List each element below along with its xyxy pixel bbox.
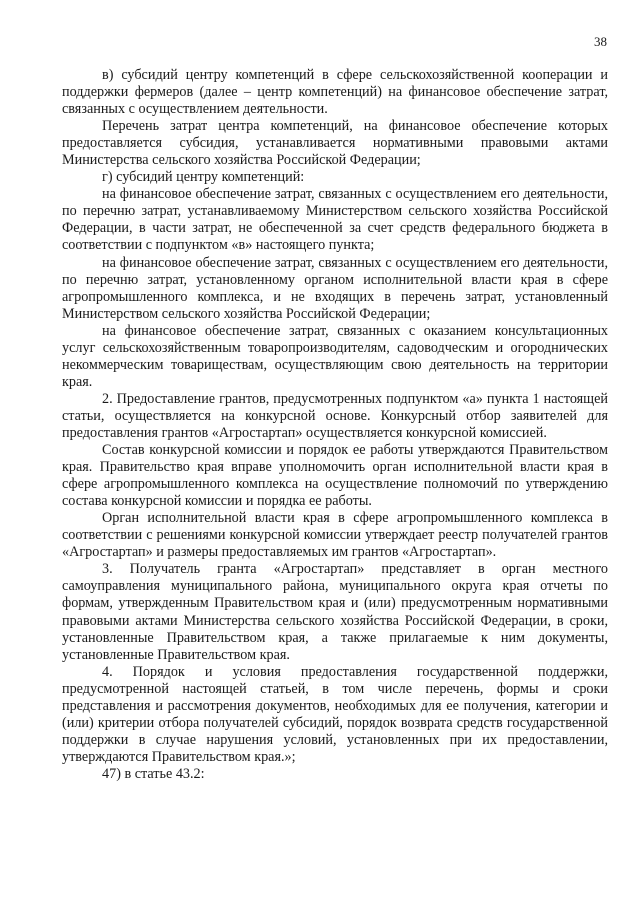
document-body bbox=[62, 67, 608, 783]
paragraph: на финансовое обеспечение затрат, связанных с осуществлением его деятельности, по перечню затрат, установленному органом исполнительной власти края в сфере агропромышленного комплекса, и не входящих в перечень затрат, установленный Министерством сельского хозяйства Российской Федерации; bbox=[62, 254, 608, 322]
paragraph: 2. Предоставление грантов, предусмотренных подпунктом «а» пункта 1 настоящей статьи, осуществляется на конкурсной основе. Конкурсный отбор заявителей для предоставления грантов «Агростартап» осуществляется конкурсной комиссией. bbox=[62, 390, 608, 441]
paragraph: Орган исполнительной власти края в сфере агропромышленного комплекса в соответствии с решениями конкурсной комиссии утверждает реестр получателей грантов «Агростартап» и размеры предоставляемых им грантов «Агростартап». bbox=[62, 510, 608, 561]
paragraph: 47) в статье 43.2: bbox=[102, 765, 205, 782]
paragraph: 4. Порядок и условия предоставления государственной поддержки, предусмотренной настоящей статьей, в том числе перечень, формы и сроки представления и рассмотрения документов, необходимых для ее получения, категории и (или) критерии отбора получателей субсидий, порядок возврата средств государственной поддержки в случае нарушения условий, установленных при их предоставлении, утверждаются Правительством края.»; bbox=[62, 663, 608, 765]
paragraph: в) субсидий центру компетенций в сфере сельскохозяйственной кооперации и поддержки фермеров (далее – центр компетенций) на финансовое обеспечение затрат, связанных с осуществлением деятельности. bbox=[62, 67, 608, 118]
paragraph: 3. Получатель гранта «Агростартап» представляет в орган местного самоуправления муниципального района, муниципального округа края отчеты по формам, утвержденным Правительством края и (или) предусмотренным нормативными правовыми актами Министерства сельского хозяйства Российской Федерации, в сроки, установленные Правительством края, а также прилагаемые к ним документы, установленные Правительством края. bbox=[62, 561, 608, 663]
paragraph: Перечень затрат центра компетенций, на финансовое обеспечение которых предоставляется субсидия, устанавливается нормативными правовыми актами Министерства сельского хозяйства Российской Федерации; bbox=[62, 118, 608, 169]
paragraph: Состав конкурсной комиссии и порядок ее работы утверждаются Правительством края. Правительство края вправе уполномочить орган исполнительной власти края в сфере агропромышленного комплекса на осуществление полномочий по утверждению состава конкурсной комиссии и порядка ее работы. bbox=[62, 442, 608, 510]
paragraph: на финансовое обеспечение затрат, связанных с оказанием консультационных услуг сельскохозяйственным товаропроизводителям, садоводческим и огороднических некоммерческим товариществам, осуществляющим свою деятельность на территории края. bbox=[62, 322, 608, 390]
page-number: 38 bbox=[594, 34, 607, 49]
paragraph: на финансовое обеспечение затрат, связанных с осуществлением его деятельности, по перечню затрат, устанавливаемому Министерством сельского хозяйства Российской Федерации, в части затрат, не обеспеченной за счет средств федерального бюджета в соответствии с подпунктом «в» настоящего пункта; bbox=[62, 186, 608, 254]
paragraph: г) субсидий центру компетенций: bbox=[102, 169, 305, 186]
